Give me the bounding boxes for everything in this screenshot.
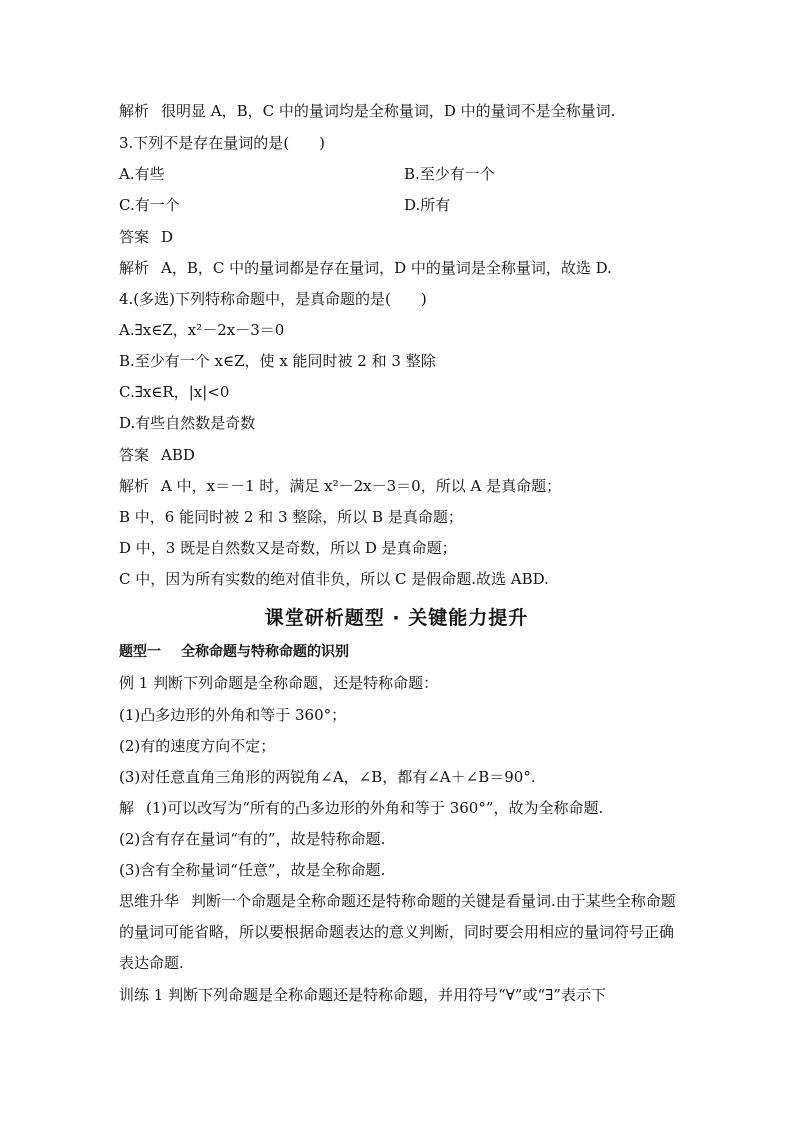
analysis-text: A，B，C 中的量词都是存在量词，D 中的量词是全称量词，故选 D. <box>161 259 612 277</box>
q4-analysis-line: D 中，3 既是自然数又是奇数，所以 D 是真命题； <box>119 539 457 557</box>
analysis-text: 很明显 A，B，C 中的量词均是全称量词，D 中的量词不是全称量词. <box>161 102 616 120</box>
q4-option-a: A.∃x∈Z，x²－2x－3＝0 <box>119 321 285 339</box>
analysis-label: 解析 <box>119 102 150 120</box>
q3-option-a: A.有些 <box>119 165 165 183</box>
q2-analysis <box>119 101 615 121</box>
type1-title: 全称命题与特称命题的识别 <box>181 644 349 660</box>
q3-analysis <box>119 258 612 278</box>
type1-heading <box>119 642 349 662</box>
training1-stem: 训练 1 判断下列命题是全称命题还是特称命题，并用符号“∀”或“∃”表示下 <box>119 986 606 1004</box>
q4-option-d: D.有些自然数是奇数 <box>119 414 256 432</box>
thinking-text: 判断一个命题是全称命题还是特称命题的关键是看量词.由于某些全称命题的量词可能省略，所以要根据命题表达的意义判断，同时要会用相应的量词符号正确表达命题. <box>119 892 676 972</box>
example1-item: (3)对任意直角三角形的两锐角∠A，∠B，都有∠A＋∠B＝90°. <box>119 768 536 786</box>
analysis-label: 解析 <box>119 259 150 277</box>
example1-solution-line: (3)含有全称量词“任意”，故是全称命题. <box>119 861 386 879</box>
thinking-label: 思维升华 <box>119 892 180 910</box>
answer-label: 答案 <box>119 228 150 246</box>
answer-text: ABD <box>161 446 195 464</box>
q4-analysis-line: C 中，因为所有实数的绝对值非负，所以 C 是假命题.故选 ABD. <box>119 570 549 588</box>
q4-option-b: B.至少有一个 x∈Z，使 x 能同时被 2 和 3 整除 <box>119 352 436 370</box>
q3-option-c: C.有一个 <box>119 196 180 214</box>
example1-solution <box>119 798 603 818</box>
example1-solution-line: (2)含有存在量词“有的”，故是特称命题. <box>119 830 386 848</box>
example1-stem: 例 1 判断下列命题是全称命题，还是特称命题： <box>119 674 439 692</box>
q4-option-c: C.∃x∈R，|x|<0 <box>119 383 230 401</box>
solution-text: (1)可以改写为“所有的凸多边形的外角和等于 360°”，故为全称命题. <box>146 799 604 817</box>
q3-stem: 3.下列不是存在量词的是( ) <box>119 134 326 152</box>
analysis-label: 解析 <box>119 477 150 495</box>
example1-item: (2)有的速度方向不定； <box>119 737 276 755</box>
q4-analysis <box>119 476 561 496</box>
q4-stem: 4.(多选)下列特称命题中，是真命题的是( ) <box>119 290 427 308</box>
answer-text: D <box>161 228 174 246</box>
thinking-paragraph <box>119 886 679 979</box>
q4-answer <box>119 445 195 465</box>
q3-answer <box>119 227 173 247</box>
answer-label: 答案 <box>119 446 150 464</box>
analysis-text: A 中，x＝－1 时，满足 x²－2x－3＝0，所以 A 是真命题； <box>161 477 562 495</box>
solution-label: 解 <box>119 799 135 817</box>
type1-label: 题型一 <box>119 644 161 660</box>
section-title: 课堂研析题型 · 关键能力提升 <box>264 607 529 629</box>
q3-option-b: B.至少有一个 <box>404 165 495 183</box>
q4-analysis-line: B 中，6 能同时被 2 和 3 整除，所以 B 是真命题； <box>119 508 463 526</box>
example1-item: (1)凸多边形的外角和等于 360°； <box>119 706 347 724</box>
q3-option-d: D.所有 <box>404 196 451 214</box>
